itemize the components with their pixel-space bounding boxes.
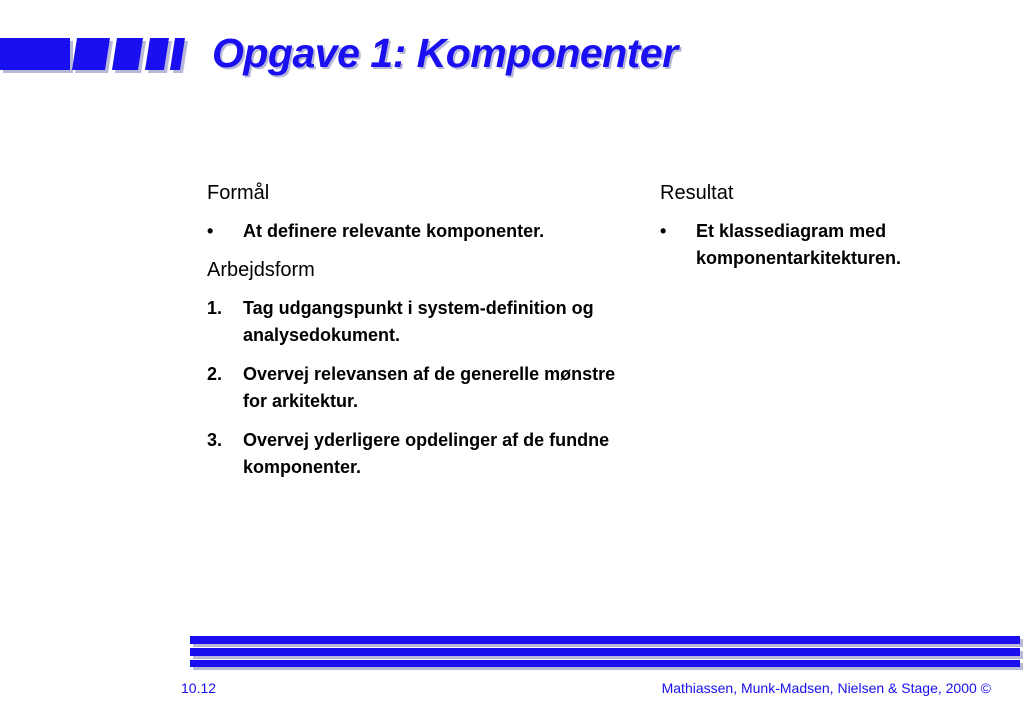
item-number: 1. bbox=[207, 298, 223, 318]
arbejdsform-list bbox=[207, 295, 627, 481]
arbejdsform-item bbox=[207, 295, 627, 349]
bullet-marker: • bbox=[207, 221, 214, 241]
arbejdsform-item-text: Overvej yderligere opdelinger af de fundne komponenter. bbox=[243, 430, 610, 477]
right-column bbox=[660, 180, 980, 284]
footer-credit: Mathiassen, Munk-Madsen, Nielsen & Stage, 2000 © bbox=[661, 680, 991, 696]
formal-list bbox=[207, 218, 627, 245]
arbejdsform-heading: Arbejdsform bbox=[207, 259, 315, 281]
arbejdsform-item bbox=[207, 361, 627, 415]
arbejdsform-item-text: Overvej relevansen af de generelle mønstre for arkitektur. bbox=[243, 364, 616, 411]
item-number: 3. bbox=[207, 430, 223, 450]
arbejdsform-item bbox=[207, 427, 627, 481]
resultat-heading: Resultat bbox=[660, 182, 734, 204]
resultat-list bbox=[660, 218, 980, 272]
slide-title: Opgave 1: Komponenter bbox=[212, 30, 678, 76]
item-number: 2. bbox=[207, 364, 223, 384]
left-column bbox=[207, 180, 627, 493]
formal-heading: Formål bbox=[207, 182, 270, 204]
slide-number: 10.12 bbox=[181, 680, 217, 696]
resultat-item bbox=[660, 218, 980, 272]
resultat-item-text: Et klassediagram med komponentarkitekturen. bbox=[696, 221, 902, 268]
footer-decorative-bars bbox=[190, 636, 1023, 672]
formal-item bbox=[207, 218, 627, 245]
arbejdsform-item-text: Tag udgangspunkt i system-definition og analysedokument. bbox=[243, 298, 594, 345]
formal-item-text: At definere relevante komponenter. bbox=[243, 221, 545, 241]
header-logo-bars bbox=[0, 38, 190, 76]
bullet-marker: • bbox=[660, 221, 667, 241]
